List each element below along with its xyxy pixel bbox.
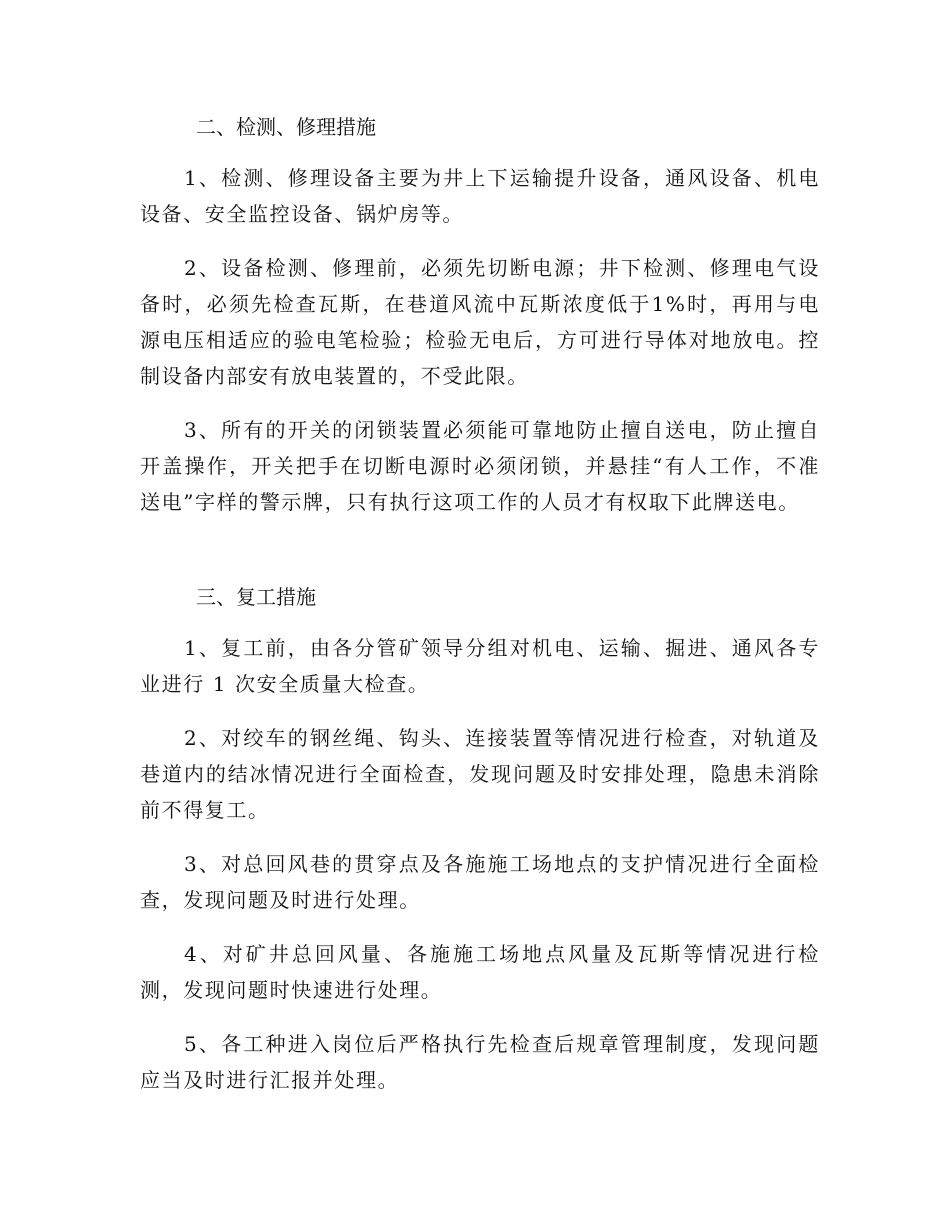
paragraph-resumption-2: 2、对绞车的钢丝绳、钩头、连接装置等情况进行检查，对轨道及巷道内的结冰情况进行全面检查，发现问题及时安排处理，隐患未消除前不得复工。 [140,726,820,822]
paragraph-inspection-1: 1、检测、修理设备主要为井上下运输提升设备，通风设备、机电设备、安全监控设备、锅炉房等。 [140,166,820,226]
paragraph-resumption-3: 3、对总回风巷的贯穿点及各施施工场地点的支护情况进行全面检查，发现问题及时进行处理。 [140,852,820,912]
section-heading-inspection-repair: 二、检测、修理措施 [196,115,376,139]
paragraph-resumption-1: 1、复工前，由各分管矿领导分组对机电、运输、掘进、通风各专业进行 1 次安全质量大检查。 [140,636,820,696]
section-heading-resumption: 三、复工措施 [196,585,316,609]
paragraph-inspection-2: 2、设备检测、修理前，必须先切断电源；井下检测、修理电气设备时，必须先检查瓦斯，在巷道风流中瓦斯浓度低于1%时，再用与电源电压相适应的验电笔检验；检验无电后，方可进行导体对地放电。控制设备内部安有放电装置的，不受此限。 [140,256,820,388]
paragraph-resumption-5: 5、各工种进入岗位后严格执行先检查后规章管理制度，发现问题应当及时进行汇报并处理。 [140,1032,820,1092]
paragraph-inspection-3: 3、所有的开关的闭锁装置必须能可靠地防止擅自送电，防止擅自开盖操作，开关把手在切断电源时必须闭锁，并悬挂“有人工作，不准送电”字样的警示牌，只有执行这项工作的人员才有权取下此牌送电。 [140,418,820,514]
paragraph-resumption-4: 4、对矿井总回风量、各施施工场地点风量及瓦斯等情况进行检测，发现问题时快速进行处理。 [140,942,820,1002]
